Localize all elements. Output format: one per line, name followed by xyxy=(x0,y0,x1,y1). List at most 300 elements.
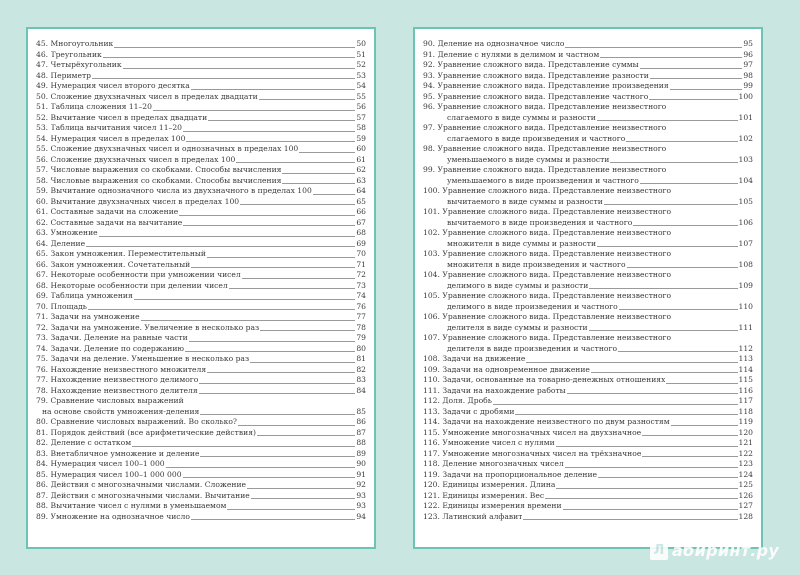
toc-entry-number: 69. xyxy=(36,291,49,300)
toc-entry-number: 78. xyxy=(36,385,49,395)
toc-entry-number: 85. xyxy=(36,469,49,479)
toc-entry-title: Сравнение числовых выражений xyxy=(50,396,184,405)
toc-entry xyxy=(36,176,366,187)
toc-entry-number: 114. xyxy=(423,417,440,426)
toc-entry xyxy=(423,102,753,123)
toc-entry xyxy=(36,512,366,523)
toc-entry-page: 79 xyxy=(356,333,366,342)
toc-entry-number: 109. xyxy=(423,364,440,374)
dot-leader xyxy=(227,509,355,510)
dot-leader xyxy=(123,68,356,69)
toc-entry-number: 54. xyxy=(36,133,49,143)
toc-entry-page: 98 xyxy=(743,70,753,80)
toc-entry-number: 47. xyxy=(36,60,49,69)
dot-leader xyxy=(88,309,355,310)
toc-entry-title-cont: множителя в виде суммы и разности xyxy=(447,238,597,248)
toc-entry-page: 100 xyxy=(738,91,753,101)
toc-entry-title: Нумерация чисел 100–1 000 xyxy=(50,459,165,468)
dot-leader xyxy=(191,89,356,90)
toc-entry-page: 62 xyxy=(356,165,366,174)
dot-leader xyxy=(627,267,738,268)
dot-leader xyxy=(642,435,737,436)
toc-entry-number: 105. xyxy=(423,291,440,300)
dot-leader xyxy=(515,414,737,415)
toc-entry xyxy=(36,344,366,355)
toc-entry xyxy=(36,186,366,197)
toc-entry-title: Деление с остатком xyxy=(50,438,132,447)
toc-entry-page: 118 xyxy=(738,406,753,416)
toc-entry-number: 49. xyxy=(36,81,49,90)
toc-entry-title: Задачи, основанные на товарно-денежных отношениях xyxy=(442,375,666,384)
toc-entry-number: 58. xyxy=(36,175,49,185)
toc-entry xyxy=(36,501,366,512)
toc-entry-number: 110. xyxy=(423,375,440,384)
toc-entry-number: 77. xyxy=(36,375,49,384)
toc-entry-number: 62. xyxy=(36,217,49,227)
toc-entry-number: 59. xyxy=(36,186,49,195)
toc-entry xyxy=(36,386,366,397)
toc-entry-number: 61. xyxy=(36,207,49,216)
dot-leader xyxy=(86,246,355,247)
toc-entry-page: 89 xyxy=(356,448,366,458)
toc-entry-number: 83. xyxy=(36,448,49,458)
toc-entry-number: 53. xyxy=(36,123,49,132)
dot-leader xyxy=(257,435,355,436)
toc-entry-number: 63. xyxy=(36,228,49,237)
dot-leader xyxy=(650,78,743,79)
toc-entry-title: Доля. Дробь xyxy=(442,396,492,405)
dot-leader xyxy=(626,141,737,142)
toc-entry-title-cont: вычитаемого в виде произведения и частного xyxy=(447,217,633,227)
toc-entry-number: 66. xyxy=(36,259,49,269)
toc-entry-title: Уравнение сложного вида. Представление неизвестного xyxy=(442,249,672,258)
toc-list-right xyxy=(423,39,753,522)
toc-entry-number: 95. xyxy=(423,91,436,101)
dot-leader xyxy=(565,467,738,468)
toc-entry-page: 93 xyxy=(356,501,366,510)
toc-entry xyxy=(36,281,366,292)
toc-entry xyxy=(423,438,753,449)
toc-entry-title: Задачи на деление. Уменьшение в несколько раз xyxy=(50,354,250,363)
toc-entry-title-cont: слагаемого в виде произведения и частного xyxy=(447,133,626,143)
toc-entry-number: 108. xyxy=(423,354,440,363)
toc-entry-title: Задачи на пропорциональное деление xyxy=(442,469,597,479)
toc-entry-page: 67 xyxy=(356,217,366,227)
toc-entry-page: 128 xyxy=(738,511,753,521)
toc-entry xyxy=(423,428,753,439)
toc-entry-number: 100. xyxy=(423,186,440,195)
dot-leader xyxy=(259,99,356,100)
toc-entry-page: 92 xyxy=(356,480,366,489)
toc-entry-page: 90 xyxy=(356,459,366,468)
toc-entry xyxy=(423,501,753,512)
toc-entry-title: Уравнение сложного вида. Представление неизвестного xyxy=(442,333,672,342)
toc-entry-number: 107. xyxy=(423,333,440,342)
toc-entry-number: 86. xyxy=(36,480,49,489)
toc-entry-title: Нахождение неизвестного множителя xyxy=(50,364,207,374)
toc-entry-title: Уравнение сложного вида. Представление неизвестного xyxy=(437,102,667,111)
toc-entry-number: 92. xyxy=(423,60,436,69)
toc-entry xyxy=(423,333,753,354)
toc-entry-title: Действия с многозначными числами. Сложение xyxy=(50,480,247,489)
toc-entry xyxy=(36,81,366,92)
toc-entry-page: 87 xyxy=(356,427,366,437)
toc-entry-title: Уравнение сложного вида. Представление неизвестного xyxy=(442,270,672,279)
toc-entry xyxy=(423,165,753,186)
toc-entry-title: Действия с многозначными числами. Вычитание xyxy=(50,490,250,500)
toc-entry xyxy=(423,71,753,82)
toc-entry xyxy=(423,396,753,407)
toc-entry-title: Задачи на нахождение работы xyxy=(442,385,566,395)
toc-entry-title: Латинский алфавит xyxy=(442,511,523,521)
toc-entry-page: 119 xyxy=(738,417,753,426)
toc-entry-page: 116 xyxy=(738,385,753,395)
toc-entry-page: 63 xyxy=(356,175,366,185)
toc-entry-page: 65 xyxy=(356,196,366,206)
toc-entry-page: 122 xyxy=(738,448,753,458)
toc-entry-page: 61 xyxy=(356,154,366,164)
toc-entry-title: Треугольник xyxy=(50,49,102,59)
toc-entry-number: 67. xyxy=(36,270,49,279)
toc-entry-title: Площадь xyxy=(50,301,87,311)
dot-leader xyxy=(523,519,737,520)
toc-entry-title: Сложение двухзначных чисел и однозначных в пределах 100 xyxy=(50,144,299,153)
dot-leader xyxy=(640,183,738,184)
toc-entry-title: Умножение чисел с нулями xyxy=(442,438,555,447)
toc-entry-number: 112. xyxy=(423,396,440,405)
toc-entry-page: 112 xyxy=(738,343,753,353)
dot-leader xyxy=(114,47,355,48)
toc-entry-title-cont: слагаемого в виде суммы и разности xyxy=(447,112,596,122)
toc-entry-number: 106. xyxy=(423,312,440,321)
toc-entry xyxy=(423,207,753,228)
toc-entry-title: Таблица сложения 11–20 xyxy=(50,102,152,111)
toc-entry-title: Сравнение числовых выражений. Во сколько? xyxy=(50,417,237,426)
toc-entry-page: 104 xyxy=(738,175,753,185)
toc-entry-title-cont: на основе свойств умножения-деления xyxy=(42,406,200,416)
toc-entry-page: 105 xyxy=(738,196,753,206)
dot-leader xyxy=(179,215,355,216)
dot-leader xyxy=(545,498,737,499)
dot-leader xyxy=(132,446,355,447)
toc-entry-page: 120 xyxy=(738,427,753,437)
toc-entry-page: 96 xyxy=(743,49,753,59)
toc-entry-title: Сложение двухзначных чисел в пределах двадцати xyxy=(50,91,258,101)
dot-leader xyxy=(238,425,355,426)
dot-leader xyxy=(633,225,737,226)
toc-entry-number: 97. xyxy=(423,123,436,132)
toc-entry-page: 99 xyxy=(743,81,753,90)
toc-entry xyxy=(36,323,366,334)
toc-entry-number: 99. xyxy=(423,165,436,174)
toc-entry xyxy=(423,123,753,144)
toc-entry-page: 107 xyxy=(738,238,753,248)
toc-entry-page: 124 xyxy=(738,469,753,479)
toc-entry-title: Единицы измерения. Длина xyxy=(442,480,556,489)
toc-entry-number: 80. xyxy=(36,417,49,426)
toc-entry-page: 70 xyxy=(356,249,366,258)
toc-entry-number: 56. xyxy=(36,154,49,164)
dot-leader xyxy=(240,204,355,205)
toc-entry-title: Задачи. Деление на равные части xyxy=(50,333,188,342)
toc-entry-title-cont: делимого в виде произведения и частного xyxy=(447,301,618,311)
toc-entry-title-cont: делителя в виде суммы и разности xyxy=(447,322,588,332)
toc-entry-page: 103 xyxy=(738,154,753,164)
dot-leader xyxy=(589,330,738,331)
toc-entry-number: 72. xyxy=(36,322,49,332)
dot-leader xyxy=(191,267,355,268)
toc-entry-title: Умножение на однозначное число xyxy=(50,511,190,521)
dot-leader xyxy=(199,383,355,384)
toc-entry-page: 114 xyxy=(738,364,753,374)
toc-entry xyxy=(423,386,753,397)
toc-entry-page: 109 xyxy=(738,280,753,290)
toc-entry xyxy=(36,134,366,145)
toc-entry-page: 80 xyxy=(356,343,366,353)
toc-entry-page: 71 xyxy=(356,259,366,269)
toc-entry-number: 71. xyxy=(36,312,49,321)
dot-leader xyxy=(229,288,356,289)
dot-leader xyxy=(141,320,356,321)
toc-entry-number: 82. xyxy=(36,438,49,447)
toc-entry-page: 55 xyxy=(356,91,366,101)
toc-entry-title: Единицы измерения времени xyxy=(442,501,562,510)
toc-entry-title: Вычитание однозначного числа из двухзначного в пределах 100 xyxy=(50,186,312,195)
dot-leader xyxy=(207,372,355,373)
toc-entry-page: 83 xyxy=(356,375,366,384)
toc-entry xyxy=(423,491,753,502)
toc-entry-title: Нахождение неизвестного делителя xyxy=(50,385,198,395)
toc-entry xyxy=(36,428,366,439)
toc-entry-number: 65. xyxy=(36,249,49,258)
dot-leader xyxy=(186,141,355,142)
toc-entry-page: 58 xyxy=(356,123,366,132)
dot-leader xyxy=(103,57,356,58)
toc-entry-title: Нумерация чисел 100–1 000 000 xyxy=(50,469,182,479)
toc-entry-page: 127 xyxy=(738,501,753,510)
toc-entry xyxy=(36,260,366,271)
toc-entry-number: 120. xyxy=(423,480,440,489)
toc-entry-number: 79. xyxy=(36,396,49,405)
toc-entry xyxy=(36,291,366,302)
toc-entry xyxy=(36,312,366,323)
toc-entry-number: 81. xyxy=(36,427,49,437)
dot-leader xyxy=(649,99,737,100)
toc-entry-title: Уравнение сложного вида. Представление неизвестного xyxy=(442,312,672,321)
toc-entry-page: 94 xyxy=(356,511,366,521)
toc-entry-page: 81 xyxy=(356,354,366,363)
toc-entry-title: Многоугольник xyxy=(50,39,114,48)
dot-leader xyxy=(183,225,355,226)
toc-entry-page: 97 xyxy=(743,60,753,69)
toc-entry xyxy=(36,365,366,376)
toc-entry-title: Задачи на движение xyxy=(442,354,526,363)
toc-entry xyxy=(36,354,366,365)
toc-entry-number: 84. xyxy=(36,459,49,468)
toc-entry-page: 121 xyxy=(738,438,753,447)
toc-entry-title: Уравнение сложного вида. Представление неизвестного xyxy=(437,123,667,132)
toc-entry-number: 73. xyxy=(36,333,49,342)
toc-entry-page: 69 xyxy=(356,238,366,248)
toc-entry-title: Деление xyxy=(50,238,86,248)
dot-leader xyxy=(134,299,356,300)
toc-entry-title: Уравнение сложного вида. Представление произведения xyxy=(437,81,669,90)
toc-entry-page: 111 xyxy=(738,322,753,332)
dot-leader xyxy=(666,383,737,384)
toc-entry-page: 95 xyxy=(743,39,753,48)
toc-entry-title: Вычитание чисел с нулями в уменьшаемом xyxy=(50,501,227,510)
toc-entry xyxy=(423,512,753,523)
toc-entry-title: Уравнение сложного вида. Представление неизвестного xyxy=(437,165,667,174)
toc-entry-number: 104. xyxy=(423,270,440,279)
toc-entry-page: 57 xyxy=(356,112,366,122)
toc-entry-title: Закон умножения. Сочетательный xyxy=(50,259,191,269)
toc-entry xyxy=(423,249,753,270)
toc-entry-number: 94. xyxy=(423,81,436,90)
toc-entry-title: Задачи на нахождение неизвестного по двум разностям xyxy=(442,417,670,426)
toc-entry xyxy=(423,39,753,50)
toc-entry-page: 52 xyxy=(356,60,366,69)
dot-leader xyxy=(282,173,355,174)
right-page xyxy=(413,27,763,549)
toc-entry-title: Уравнение сложного вида. Представление неизвестного xyxy=(442,228,672,237)
dot-leader xyxy=(604,204,738,205)
left-page xyxy=(26,27,376,549)
toc-entry xyxy=(36,239,366,250)
toc-entry xyxy=(36,491,366,502)
toc-entry xyxy=(36,123,366,134)
dot-leader xyxy=(598,477,738,478)
toc-entry-page: 78 xyxy=(356,322,366,332)
toc-entry xyxy=(36,207,366,218)
toc-entry-title: Задачи на умножение xyxy=(50,312,140,321)
toc-entry xyxy=(423,92,753,103)
dot-leader xyxy=(565,47,742,48)
toc-entry-page: 115 xyxy=(738,375,753,384)
dot-leader xyxy=(200,456,355,457)
toc-entry-number: 115. xyxy=(423,427,440,437)
toc-entry-title: Задачи на умножение. Увеличение в несколько раз xyxy=(50,322,260,332)
toc-entry-title: Четырёхугольник xyxy=(50,60,122,69)
toc-entry-number: 96. xyxy=(423,102,436,111)
toc-entry xyxy=(36,375,366,386)
toc-entry-page: 108 xyxy=(738,259,753,269)
labirint-logo-icon: Л xyxy=(650,542,668,560)
toc-list-left xyxy=(36,39,366,522)
toc-entry-number: 68. xyxy=(36,280,49,290)
toc-entry-page: 64 xyxy=(356,186,366,195)
toc-entry xyxy=(36,71,366,82)
toc-entry-number: 101. xyxy=(423,207,440,216)
toc-entry-title: Уравнение сложного вида. Представление разности xyxy=(437,70,649,80)
toc-entry xyxy=(423,354,753,365)
dot-leader xyxy=(183,131,355,132)
toc-entry xyxy=(423,50,753,61)
toc-entry-page: 56 xyxy=(356,102,366,111)
toc-entry-title: Закон умножения. Переместительный xyxy=(50,249,206,258)
toc-entry-page: 123 xyxy=(738,459,753,468)
toc-entry xyxy=(423,365,753,376)
toc-entry-number: 89. xyxy=(36,511,49,521)
toc-entry-title: Составные задачи на вычитание xyxy=(50,217,183,227)
toc-entry xyxy=(36,449,366,460)
toc-entry xyxy=(423,312,753,333)
toc-entry-number: 50. xyxy=(36,91,49,101)
toc-entry-page: 66 xyxy=(356,207,366,216)
dot-leader xyxy=(597,120,738,121)
toc-entry xyxy=(36,102,366,113)
dot-leader xyxy=(299,152,355,153)
dot-leader xyxy=(313,194,356,195)
toc-entry-number: 91. xyxy=(423,49,436,59)
dot-leader xyxy=(247,488,355,489)
toc-entry-page: 60 xyxy=(356,144,366,153)
dot-leader xyxy=(556,446,738,447)
toc-entry-title-cont: делителя в виде произведения и частного xyxy=(447,343,618,353)
toc-entry-title: Уравнение сложного вида. Представление неизвестного xyxy=(442,291,672,300)
toc-entry-page: 102 xyxy=(738,133,753,143)
toc-entry-title: Уравнение сложного вида. Представление неизвестного xyxy=(442,186,672,195)
toc-entry-title: Деление на однозначное число xyxy=(437,39,565,48)
toc-entry xyxy=(423,459,753,470)
toc-entry-page: 54 xyxy=(356,81,366,90)
toc-entry-title: Нумерация чисел в пределах 100 xyxy=(50,133,186,143)
dot-leader xyxy=(183,477,356,478)
dot-leader xyxy=(567,393,738,394)
toc-entry-title: Нумерация чисел второго десятка xyxy=(50,81,190,90)
toc-entry xyxy=(36,144,366,155)
toc-entry-title: Порядок действий (все арифметические действия) xyxy=(50,427,256,437)
toc-entry-number: 60. xyxy=(36,196,49,206)
toc-entry xyxy=(423,480,753,491)
toc-entry xyxy=(36,60,366,71)
toc-entry-title: Уравнение сложного вида. Представление частного xyxy=(437,91,649,101)
toc-entry-number: 113. xyxy=(423,406,440,416)
dot-leader xyxy=(236,162,355,163)
toc-entry-number: 87. xyxy=(36,490,49,500)
toc-entry-title: Уравнение сложного вида. Представление неизвестного xyxy=(437,144,667,153)
toc-entry-title: Задачи на одновременное движение xyxy=(442,364,590,374)
toc-entry-number: 70. xyxy=(36,301,49,311)
toc-entry-number: 88. xyxy=(36,501,49,510)
toc-entry-number: 64. xyxy=(36,238,49,248)
toc-entry-title: Числовые выражения со скобками. Способы вычисления xyxy=(50,165,282,174)
toc-entry-title: Единицы измерения. Вес xyxy=(442,490,545,500)
toc-entry-page: 53 xyxy=(356,70,366,80)
toc-entry-number: 98. xyxy=(423,144,436,153)
toc-entry-page: 93 xyxy=(356,490,366,500)
toc-entry-number: 103. xyxy=(423,249,440,258)
toc-entry-title: Деление многозначных чисел xyxy=(442,459,564,468)
toc-entry-title: Таблица вычитания чисел 11–20 xyxy=(50,123,183,132)
toc-entry xyxy=(423,144,753,165)
toc-entry-page: 50 xyxy=(356,39,366,48)
toc-entry-page: 51 xyxy=(356,49,366,59)
toc-entry-number: 48. xyxy=(36,70,49,80)
toc-entry-title: Задачи с дробями xyxy=(442,406,515,416)
toc-entry xyxy=(36,249,366,260)
dot-leader xyxy=(589,288,737,289)
toc-entry-number: 55. xyxy=(36,144,49,153)
toc-entry xyxy=(36,480,366,491)
toc-entry xyxy=(36,92,366,103)
toc-entry-page: 84 xyxy=(356,385,366,395)
dot-leader xyxy=(260,330,355,331)
dot-leader xyxy=(282,183,355,184)
toc-entry xyxy=(36,218,366,229)
toc-entry-title: Периметр xyxy=(50,70,92,80)
toc-entry xyxy=(423,270,753,291)
